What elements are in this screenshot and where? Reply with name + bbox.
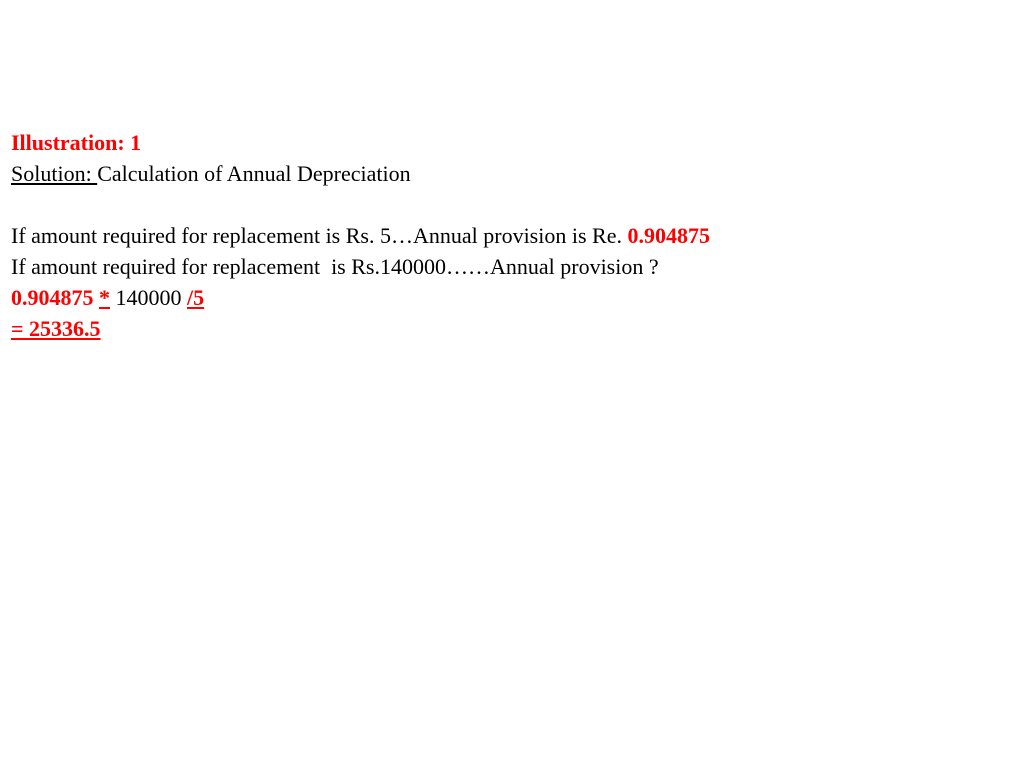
result-line bbox=[11, 313, 1011, 344]
solution-title: Calculation of Annual Depreciation bbox=[97, 161, 411, 186]
formula-multiply: * bbox=[99, 285, 110, 310]
illustration-heading: Illustration: 1 bbox=[11, 130, 142, 155]
solution-label: Solution: bbox=[11, 161, 98, 186]
replacement-line-2 bbox=[11, 251, 1011, 282]
formula-factor: 0.904875 bbox=[11, 285, 94, 310]
formula-line bbox=[11, 282, 1011, 313]
solution-content bbox=[11, 127, 1011, 344]
solution-line bbox=[11, 158, 1011, 189]
provision-value: 0.904875 bbox=[627, 223, 710, 248]
replacement-text-2: If amount required for replacement is Rs.140000……Annual provision ? bbox=[11, 254, 659, 279]
formula-amount: 140000 bbox=[115, 285, 182, 310]
spacer bbox=[11, 189, 1011, 220]
replacement-line-1 bbox=[11, 220, 1011, 251]
replacement-text-1: If amount required for replacement is Rs. 5…Annual provision is Re. bbox=[11, 223, 628, 248]
result-value: = 25336.5 bbox=[11, 316, 101, 341]
formula-divide: /5 bbox=[187, 285, 205, 310]
